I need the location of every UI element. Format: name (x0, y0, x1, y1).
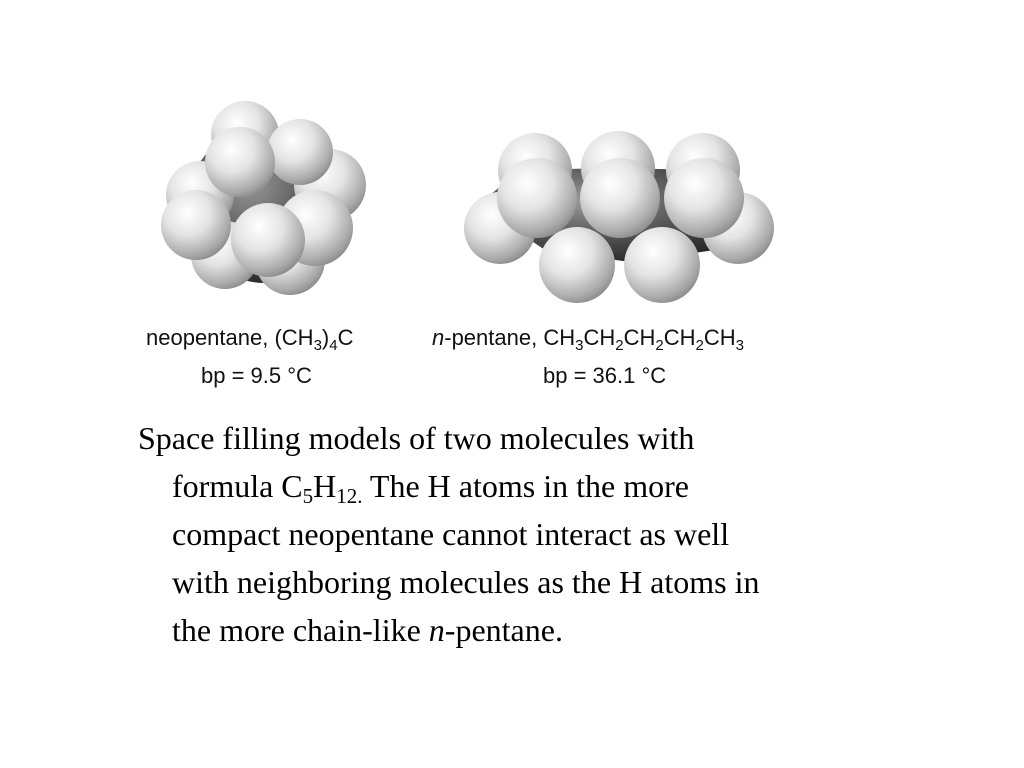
caption-text: H (313, 468, 337, 504)
n-pentane-formula-label (432, 325, 744, 354)
formula-subscript: 3 (735, 337, 744, 354)
formula-subscript: 2 (615, 337, 624, 354)
formula-text: CH (543, 325, 576, 350)
formula-subscript: 2 (695, 337, 704, 354)
n-pentane-name: -pentane, (444, 325, 544, 350)
formula-subscript: 3 (313, 337, 322, 354)
caption-italic-n: n (428, 612, 445, 648)
caption-line-1: Space filling models of two molecules with (138, 420, 695, 456)
n-prefix-italic: n (432, 325, 445, 350)
n-pentane-model (464, 131, 774, 303)
caption-text: -pentane. (444, 612, 563, 648)
neopentane-model (161, 101, 366, 295)
formula-text: CH (583, 325, 616, 350)
formula-subscript: 3 (575, 337, 584, 354)
formula-text: (CH (274, 325, 314, 350)
caption-paragraph (138, 414, 918, 654)
caption-line-3: compact neopentane cannot interact as well (172, 516, 730, 552)
caption-text: formula C (172, 468, 303, 504)
caption-subscript: 5 (302, 484, 314, 508)
neopentane-name: neopentane, (146, 325, 275, 350)
caption-line-4: with neighboring molecules as the H atoms in (172, 564, 760, 600)
caption-text: The H atoms in the more (362, 468, 689, 504)
caption-text: the more chain-like (172, 612, 429, 648)
formula-text: CH (663, 325, 696, 350)
formula-subscript: 2 (655, 337, 664, 354)
neopentane-bp-label: bp = 9.5 °C (201, 363, 312, 388)
formula-text: C (337, 325, 354, 350)
caption-line-2 (138, 462, 918, 510)
caption-subscript: 12. (336, 484, 363, 508)
formula-text: CH (703, 325, 736, 350)
caption-line-5 (138, 606, 918, 654)
formula-text: ) (321, 325, 330, 350)
formula-text: CH (623, 325, 656, 350)
formula-subscript: 4 (329, 337, 338, 354)
neopentane-formula-label (146, 325, 354, 354)
n-pentane-bp-label: bp = 36.1 °C (543, 363, 667, 388)
